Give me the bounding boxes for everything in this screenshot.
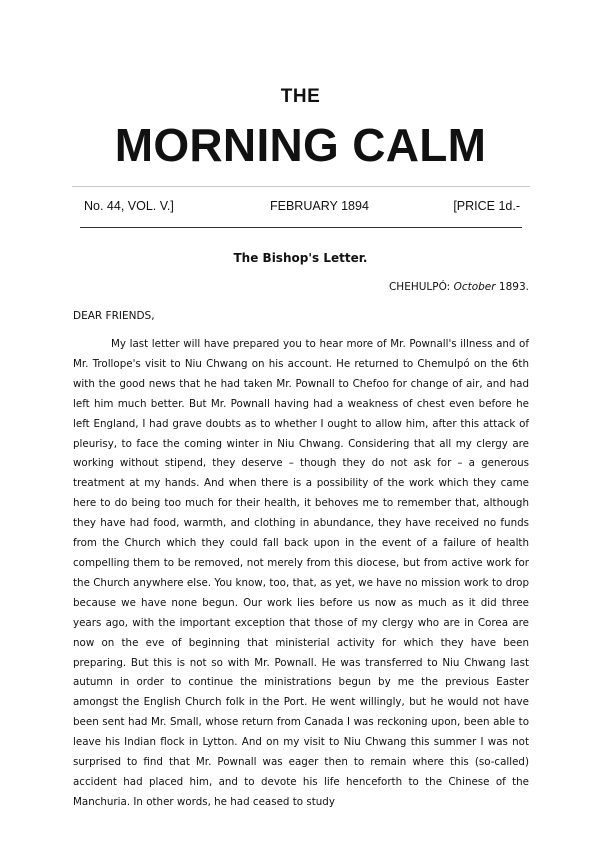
issue-number: No. 44, VOL. V.] xyxy=(84,199,174,213)
dateline-year: 1893. xyxy=(495,281,529,293)
issue-price: [PRICE 1d.- xyxy=(453,199,520,213)
bottom-divider xyxy=(80,227,522,228)
masthead-title: MORNING CALM xyxy=(114,119,487,171)
article-title: The Bishop's Letter. xyxy=(233,251,368,265)
dateline xyxy=(389,281,529,293)
top-divider xyxy=(72,186,530,187)
letter-body: My last letter will have prepared you to hear more of Mr. Pownall's illness and of Mr. Trollope's visit to Niu Chwang on his account. He returned to Chemulpó on the 6th with the good news that he had taken Mr. Pownall to Chefoo for change of air, and had left him much better. But Mr. Pownall having had a weakness of chest even before he left England, I had grave doubts as to whether I ought to allow him, after this attack of pleurisy, to face the coming winter in Niu Chwang. Considering that all my clergy are working without stipend, they deserve – though they do not ask for – a generous treatment at my hands. And when there is a possibility of the work which they came here to do being too much for their health, it behoves me to remember that, although they have had food, warmth, and clothing in abundance, they have received no funds from the Church which they could fall back upon in the event of a failure of health compelling them to be removed, not merely from this diocese, but from active work for the Church anywhere else. You know, too, that, as yet, we have no mission work to drop because we have none begun. Our work lies before us now as much as it did three years ago, with the important exception that those of my clergy who are in Corea are now on the eve of beginning that ministerial activity for which they have been preparing. But this is not so with Mr. Pownall. He was transferred to Niu Chwang last autumn in order to continue the ministrations begun by me the previous Easter amongst the English Church folk in the Port. He went willingly, but he would not have been sent had Mr. Small, whose return from Canada I was reckoning upon, been able to leave his Indian flock in Lytton. And on my visit to Niu Chwang this summer I was not surprised to find that Mr. Pownall was eager then to remain where this (so-called) accident had placed him, and to devote his life henceforth to the Chinese of the Manchuria. In other words, he had ceased to study xyxy=(73,338,529,808)
dateline-month: October xyxy=(453,281,496,293)
masthead-the: THE xyxy=(280,86,321,107)
salutation: DEAR FRIENDS, xyxy=(73,310,155,322)
dateline-place: CHEHULPÓ: xyxy=(388,281,454,293)
issue-date: FEBRUARY 1894 xyxy=(270,199,369,213)
